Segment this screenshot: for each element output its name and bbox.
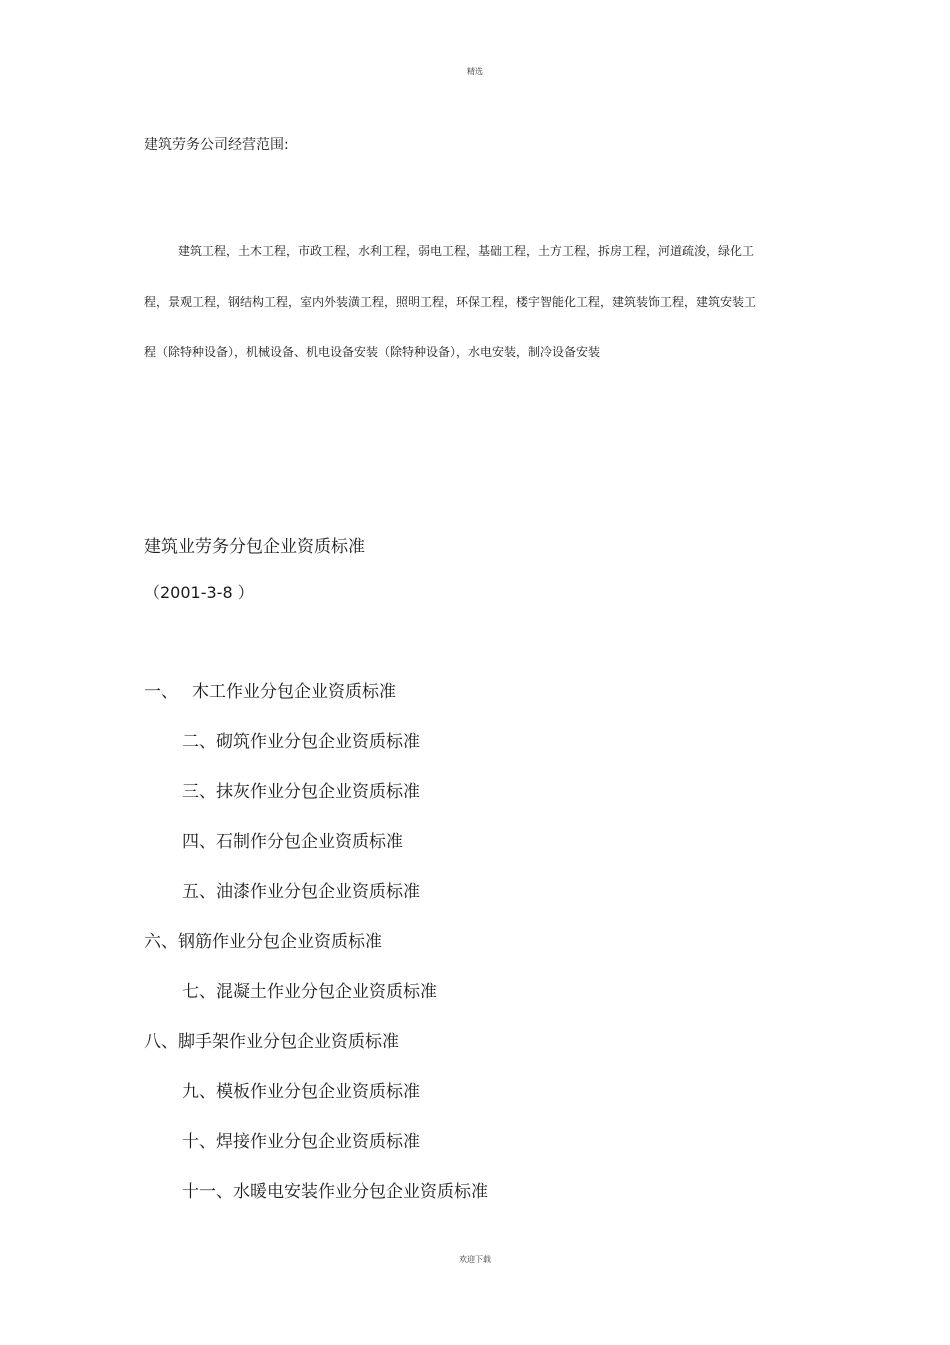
list-item	[0, 980, 950, 1030]
list-item-number: 七、	[182, 982, 216, 1002]
list-item-text: 钢筋作业分包企业资质标准	[178, 932, 382, 952]
list-item	[0, 880, 950, 930]
business-scope-paragraph: 建筑工程，土木工程，市政工程，水利工程，弱电工程，基础工程，土方工程，拆房工程，河道疏浚，绿化工程，景观工程，钢结构工程，室内外装潢工程，照明工程，环保工程，楼宇智能化工程，建筑装饰工程，建筑安装工程（除特种设备），机械设备、机电设备安装（除特种设备），水电安装，制冷设备安装	[144, 244, 757, 359]
list-item-number: 五、	[182, 882, 216, 902]
list-item-number: 十、	[182, 1132, 216, 1152]
qualification-standard-date: （2001-3-8 ）	[144, 583, 254, 602]
qualification-standard-title: 建筑业劳务分包企业资质标准	[144, 537, 365, 557]
list-item	[0, 730, 950, 780]
footer-watermark: 欢迎下载	[459, 1255, 491, 1264]
list-item-text: 水暖电安装作业分包企业资质标准	[233, 1182, 488, 1202]
business-scope-title: 建筑劳务公司经营范围:	[144, 137, 289, 153]
list-item-text: 石制作分包企业资质标准	[216, 832, 403, 852]
list-item-number: 一、	[144, 682, 178, 702]
standard-list	[0, 680, 950, 1230]
list-item-number: 四、	[182, 832, 216, 852]
list-item	[0, 680, 950, 730]
header-watermark: 精选	[467, 67, 483, 76]
list-item-number: 八、	[144, 1032, 178, 1052]
list-item-number: 三、	[182, 782, 216, 802]
list-item-text: 抹灰作业分包企业资质标准	[216, 782, 420, 802]
list-item	[0, 1130, 950, 1180]
list-item-text: 脚手架作业分包企业资质标准	[178, 1032, 399, 1052]
list-item-text: 木工作业分包企业资质标准	[192, 682, 396, 702]
list-item	[0, 780, 950, 830]
list-item	[0, 1180, 950, 1230]
list-item	[0, 1080, 950, 1130]
list-item-number: 十一、	[182, 1182, 233, 1202]
list-item-text: 焊接作业分包企业资质标准	[216, 1132, 420, 1152]
list-item-number: 九、	[182, 1082, 216, 1102]
list-item	[0, 1030, 950, 1080]
list-item-number: 六、	[144, 932, 178, 952]
list-item	[0, 830, 950, 880]
list-item-text: 模板作业分包企业资质标准	[216, 1082, 420, 1102]
list-item-text: 混凝土作业分包企业资质标准	[216, 982, 437, 1002]
list-item-text: 油漆作业分包企业资质标准	[216, 882, 420, 902]
list-item-text: 砌筑作业分包企业资质标准	[216, 732, 420, 752]
list-item	[0, 930, 950, 980]
list-item-number: 二、	[182, 732, 216, 752]
